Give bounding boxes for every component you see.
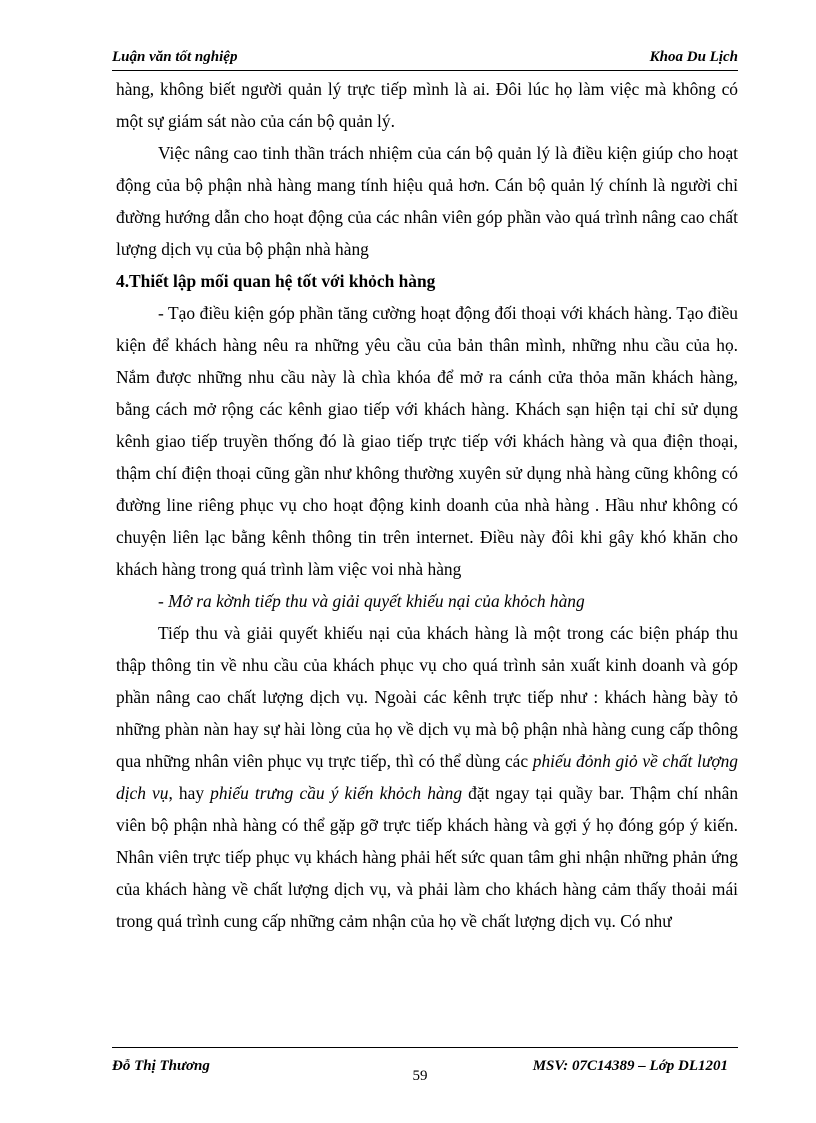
body-text xyxy=(116,73,738,937)
evaluation-form-term: phiếu đỏnh giỏ về chất lượng dịch vụ xyxy=(116,751,738,803)
paragraph-complaints xyxy=(116,617,738,937)
paragraph-complaints-part-1: Tiếp thu và giải quyết khiếu nại của khách hàng là một trong các biện pháp thu thập thông tin về nhu cầu của khách phục vụ cho quá trình sản xuất kinh doanh và góp phần nâng cao chất lượng dịch vụ. Ngoài các kênh trực tiếp như : khách hàng bày tỏ những phàn nàn hay sự hài lòng của họ về dịch vụ mà bộ phận nhà hàng cung cấp thông qua những nhân viên phục vụ trực tiếp, thì có thể dùng các xyxy=(116,623,738,771)
header-rule xyxy=(112,70,738,71)
paragraph-complaints-part-2: , hay xyxy=(168,783,211,803)
footer-rule xyxy=(112,1047,738,1048)
page-header xyxy=(112,47,738,67)
page-number: 59 xyxy=(412,1068,428,1084)
survey-form-term: phiếu trưng cầu ý kiến khỏch hàng xyxy=(210,783,463,803)
header-faculty-label: Khoa Du Lịch xyxy=(649,49,738,65)
paragraph-complaints-part-3: đặt ngay tại quầy bar. Thậm chí nhân viên bộ phận nhà hàng có thể gặp gỡ trực tiếp khách hàng và gợi ý họ đóng góp ý kiến. Nhân viên trực tiếp phục vụ khách hàng phải hết sức quan tâm ghi nhận những phản ứng của khách hàng về chất lượng dịch vụ, và phải làm cho khách hàng cảm thấy thoải mái trong quá trình cung cấp những cảm nhận của họ về chất lượng dịch vụ. Có như xyxy=(116,783,739,931)
paragraph-dialogue: - Tạo điều kiện góp phần tăng cường hoạt động đối thoại với khách hàng. Tạo điều kiện để khách hàng nêu ra những yêu cầu của bản thân mình, những nhu cầu của họ. Nắm được những nhu cầu này là chìa khóa để mở ra cánh cửa thỏa mãn khách hàng, bằng cách mở rộng các kênh giao tiếp với khách hàng. Khách sạn hiện tại chỉ sử dụng kênh giao tiếp truyền thống đó là giao tiếp trực tiếp với khách hàng và qua điện thoại, thậm chí điện thoại cũng gần như không thường xuyên sử dụng nhà hàng cũng không có đường line riêng phục vụ cho hoạt động kinh doanh của nhà hàng . Hầu như không có chuyện liên lạc bằng kênh thông tin trên internet. Điều này đôi khi gây khó khăn cho khách hàng trong quá trình làm việc voi nhà hàng xyxy=(116,303,738,579)
footer-author: Đỗ Thị Thương xyxy=(112,1058,210,1074)
footer-student-id: MSV: 07C14389 – Lớp DL1201 xyxy=(532,1058,728,1074)
paragraph-management: Việc nâng cao tinh thần trách nhiệm của cán bộ quản lý là điều kiện giúp cho hoạt động của bộ phận nhà hàng mang tính hiệu quả hơn. Cán bộ quản lý chính là người chỉ đường hướng dẫn cho hoạt động của các nhân viên góp phần vào quá trình nâng cao chất lượng dịch vụ của bộ phận nhà hàng xyxy=(116,143,738,259)
header-thesis-label: Luận văn tốt nghiệp xyxy=(112,49,238,65)
paragraph-continuation: hàng, không biết người quản lý trực tiếp mình là ai. Đôi lúc họ làm việc mà không có một sự giám sát nào của cán bộ quản lý. xyxy=(116,79,738,131)
section-heading: 4.Thiết lập mối quan hệ tốt với khỏch hàng xyxy=(116,271,436,291)
subheading-complaints: - Mở ra kờnh tiếp thu và giải quyết khiếu nại của khỏch hàng xyxy=(158,591,585,611)
